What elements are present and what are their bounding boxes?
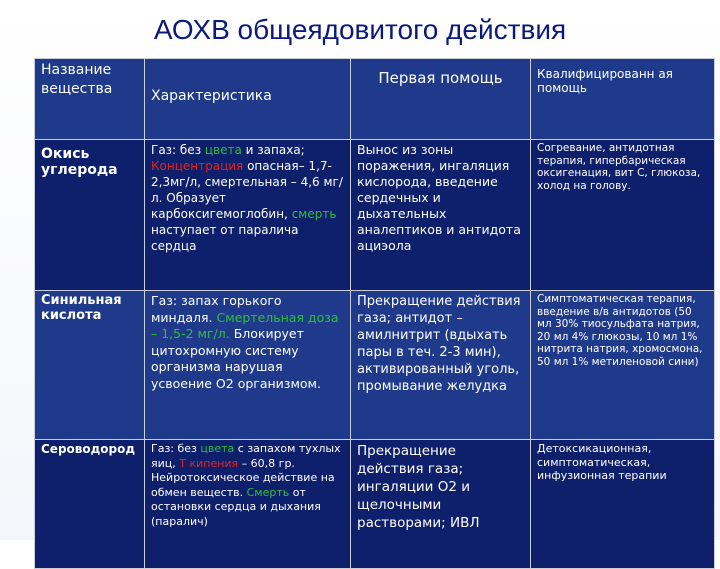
agents-table <box>34 58 715 569</box>
table-row <box>35 140 715 291</box>
table-header-row <box>35 59 715 140</box>
substance-name: Синильная кислота <box>35 291 145 440</box>
table-row <box>35 291 715 440</box>
characteristic-cell: Газ: запах горького миндаля. Смертельная доза – 1,5-2 мг/л. Блокирует цитохромную систему организма нарушая усвоение О2 организмом. <box>145 291 351 440</box>
first-aid-cell: Прекращение действия газа; ингаляции О2 и щелочными растворами; ИВЛ <box>351 440 531 569</box>
qualified-aid-cell: Согревание, антидотная терапия, гипербарическая оксигенация, вит С, глюкоза, холод на голову. <box>531 140 715 291</box>
first-aid-cell: Вынос из зоны поражения, ингаляция кислорода, введение сердечных и дыхательных аналептиков и антидота ациэола <box>351 140 531 291</box>
characteristic-cell: Газ: без цвета и запаха; Концентрация опасная– 1,7-2,3мг/л, смертельная – 4,6 мг/л. Образует карбоксигемоглобин, смерть наступает от паралича сердца <box>145 140 351 291</box>
substance-name: Сероводород <box>35 440 145 569</box>
first-aid-cell: Прекращение действия газа; антидот – амилнитрит (вдыхать пары в теч. 2-3 мин), активированный уголь, промывание желудка <box>351 291 531 440</box>
header-name: Название вещества <box>35 59 145 140</box>
header-first-aid: Первая помощь <box>351 59 531 140</box>
qualified-aid-cell: Детоксикационная, симптоматическая, инфузионная терапии <box>531 440 715 569</box>
characteristic-cell: Газ: без цвета с запахом тухлых яиц, Т кипения – 60,8 гр. Нейротоксическое действие на обмен веществ. Смерть от остановки сердца и дыхания (паралич) <box>145 440 351 569</box>
header-qualified-aid: Квалифицированн ая помощь <box>531 59 715 140</box>
header-characteristic: Характеристика <box>145 59 351 140</box>
page-title: АОХВ общеядовитого действия <box>153 14 567 45</box>
table-row <box>35 440 715 569</box>
qualified-aid-cell: Симптоматическая терапия, введение в/в антидотов (50 мл 30% тиосульфата натрия, 20 мл 4% глюкозы, 10 мл 1% нитрита натрия, хромосмона, 50 мл 1% метиленовой сини) <box>531 291 715 440</box>
substance-name: Окись углерода <box>35 140 145 291</box>
